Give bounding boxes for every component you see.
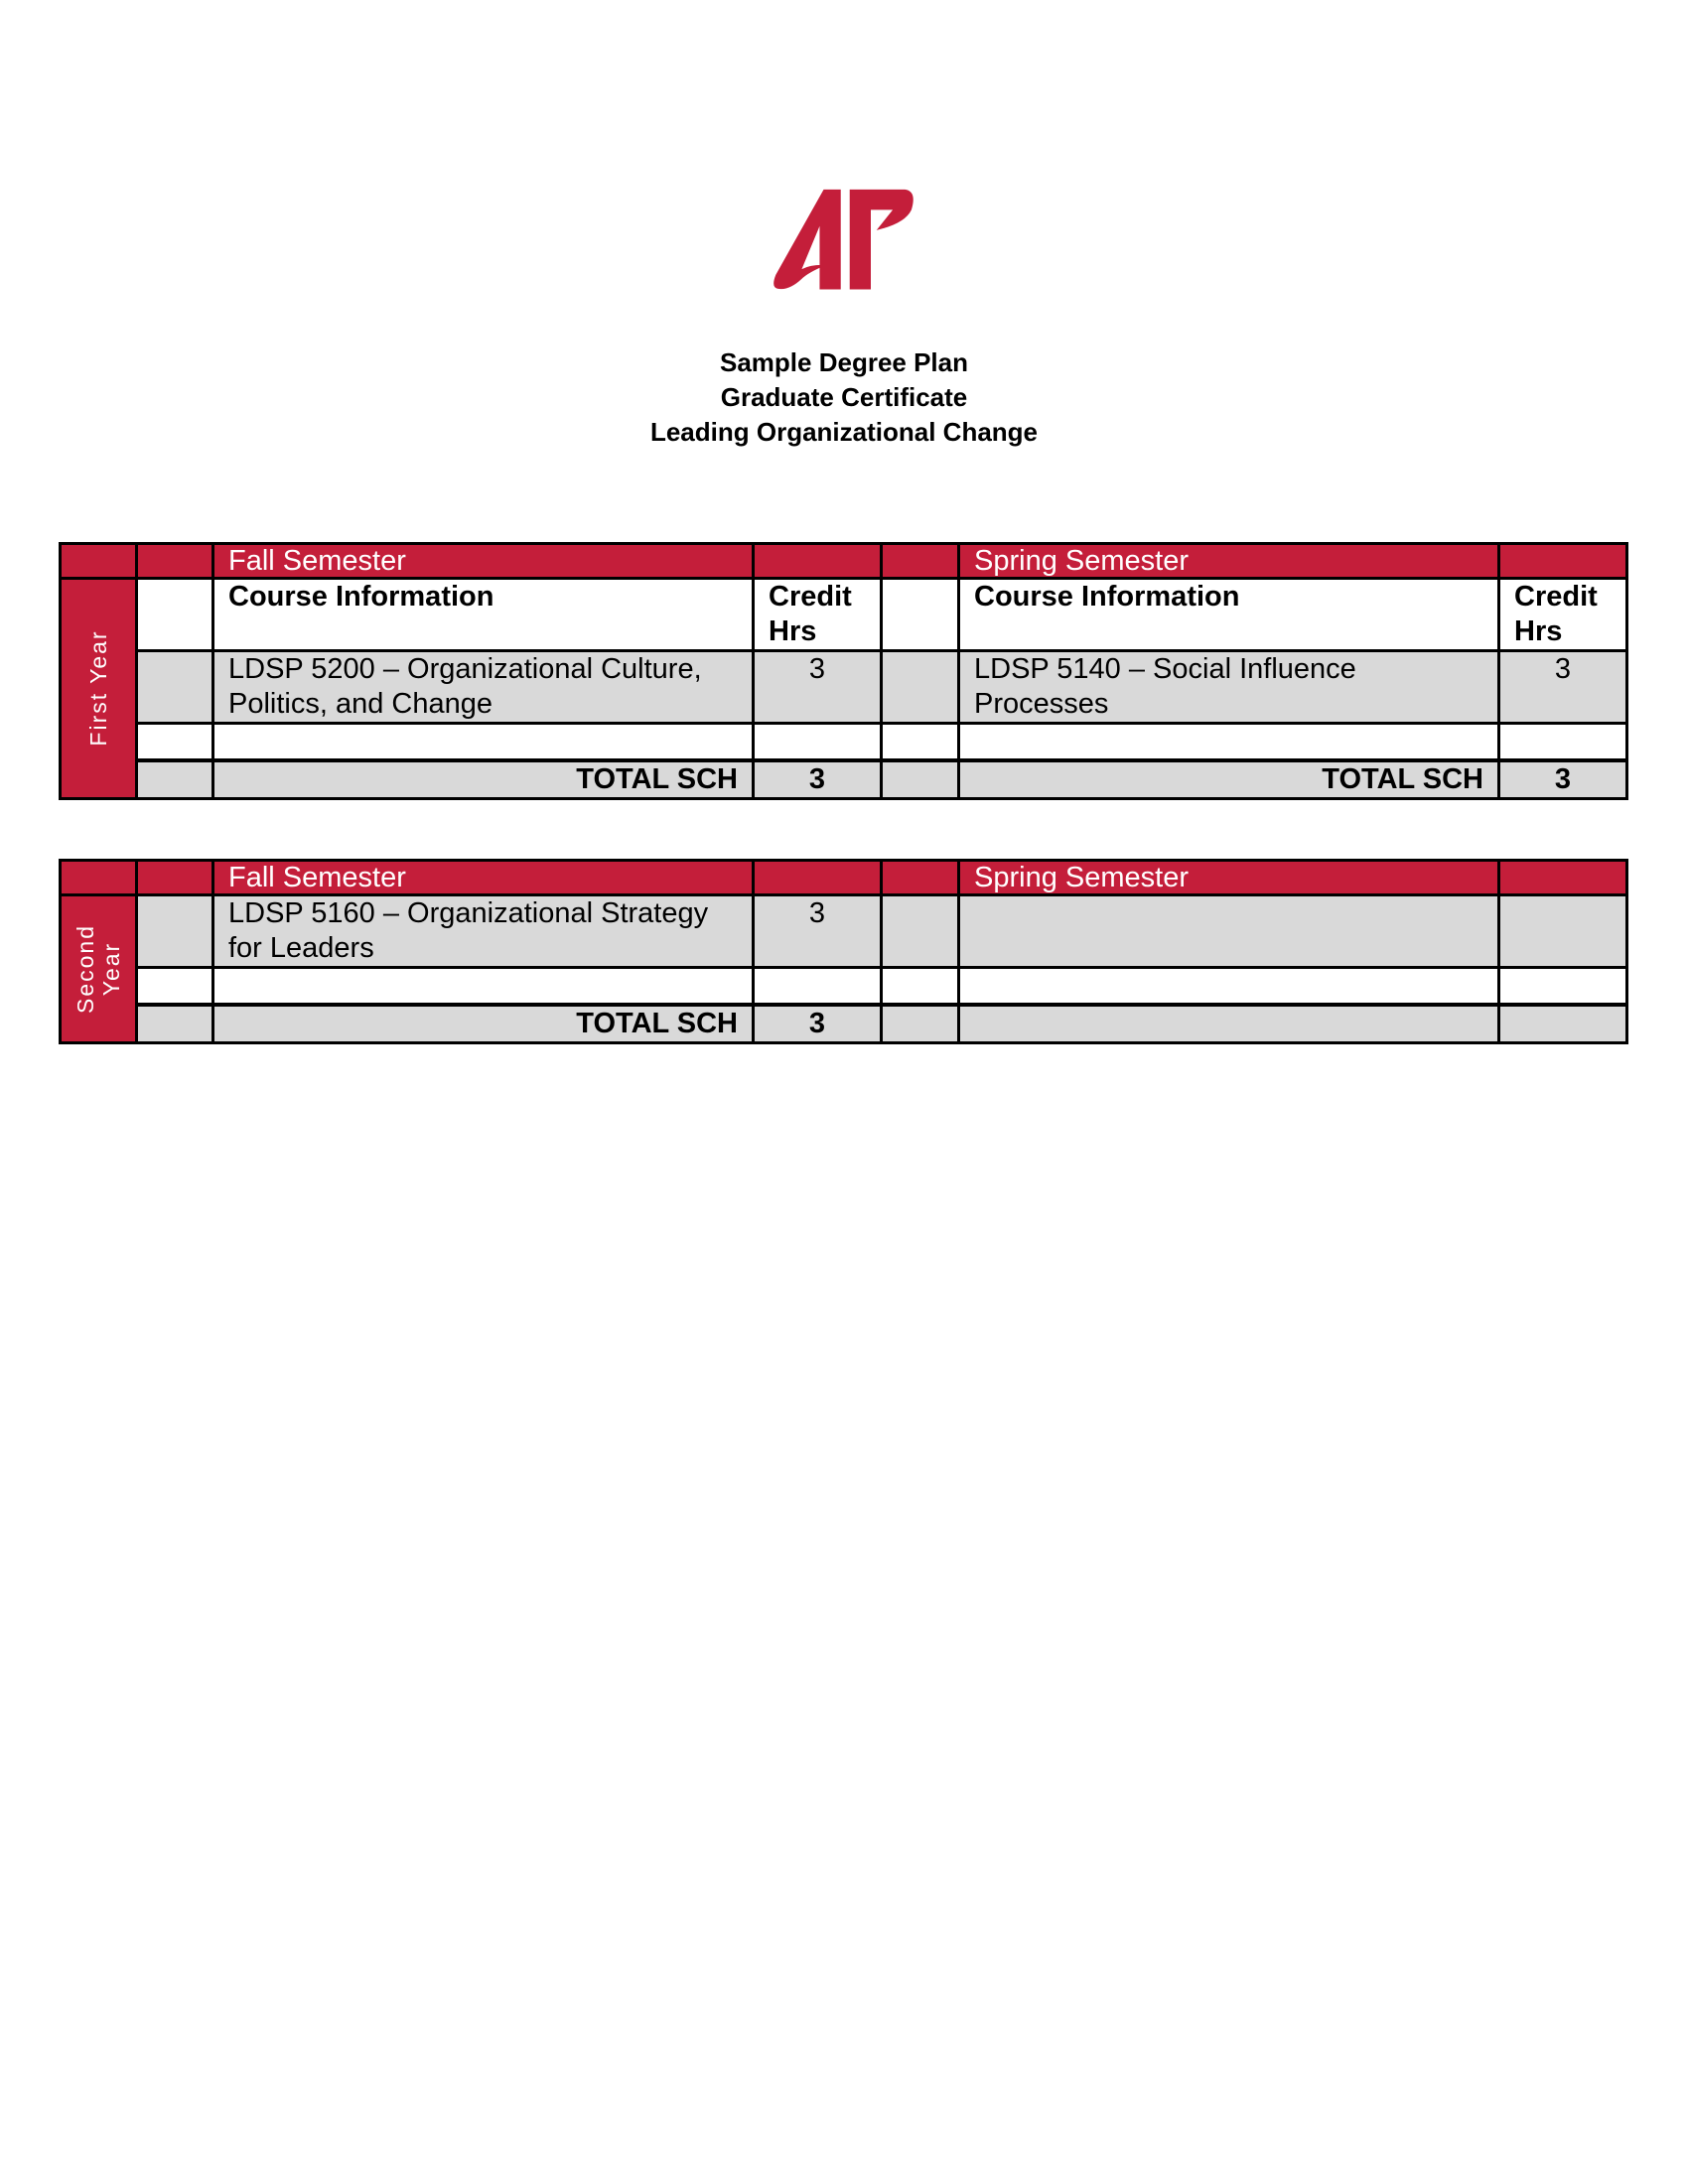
header-blank xyxy=(754,861,882,895)
empty-row xyxy=(61,724,1627,760)
ap-logo xyxy=(755,149,933,328)
year-label-cell xyxy=(61,579,137,799)
header-blank xyxy=(882,861,959,895)
fall-total-label: TOTAL SCH xyxy=(213,760,754,799)
second-year-table xyxy=(59,859,1628,1044)
empty-cell xyxy=(213,724,754,760)
spacer-cell xyxy=(137,651,213,724)
spring-semester-heading: Spring Semester xyxy=(959,544,1499,579)
header-blank xyxy=(1499,861,1627,895)
empty-cell xyxy=(213,968,754,1005)
spacer-cell xyxy=(882,651,959,724)
header-blank xyxy=(754,544,882,579)
course-row xyxy=(61,651,1627,724)
total-row xyxy=(61,760,1627,799)
empty-cell xyxy=(882,724,959,760)
spacer-cell xyxy=(137,579,213,651)
spring-course-credits xyxy=(1499,895,1627,968)
fall-course-name: LDSP 5160 – Organizational Strategy for Leaders xyxy=(213,895,754,968)
spacer-cell xyxy=(882,1005,959,1043)
year-label: First Year xyxy=(85,629,111,747)
header-blank xyxy=(1499,544,1627,579)
fall-course-info-header: Course Information xyxy=(213,579,754,651)
fall-total-value: 3 xyxy=(754,1005,882,1043)
course-row xyxy=(61,895,1627,968)
year-label: Second Year xyxy=(72,923,124,1014)
fall-course-name: LDSP 5200 – Organizational Culture, Politics, and Change xyxy=(213,651,754,724)
title-line-2: Graduate Certificate xyxy=(720,382,968,412)
first-year-table xyxy=(59,542,1628,800)
spring-total-value xyxy=(1499,1005,1627,1043)
spring-total-value: 3 xyxy=(1499,760,1627,799)
spring-course-info-header: Course Information xyxy=(959,579,1499,651)
year-label-cell xyxy=(61,895,137,1043)
column-header-row xyxy=(61,579,1627,651)
spacer-cell xyxy=(882,895,959,968)
spring-total-label: TOTAL SCH xyxy=(959,760,1499,799)
empty-row xyxy=(61,968,1627,1005)
spring-course-name: LDSP 5140 – Social Influence Processes xyxy=(959,651,1499,724)
empty-cell xyxy=(754,968,882,1005)
corner-cell xyxy=(61,861,137,895)
header-blank xyxy=(882,544,959,579)
fall-credit-header: Credit Hrs xyxy=(754,579,882,651)
spring-semester-heading: Spring Semester xyxy=(959,861,1499,895)
empty-cell xyxy=(882,968,959,1005)
fall-semester-heading: Fall Semester xyxy=(213,861,754,895)
fall-course-credits: 3 xyxy=(754,651,882,724)
empty-cell xyxy=(1499,724,1627,760)
semester-header-row xyxy=(61,544,1627,579)
spacer-cell xyxy=(882,579,959,651)
semester-header-row xyxy=(61,861,1627,895)
empty-cell xyxy=(137,724,213,760)
empty-cell xyxy=(959,968,1499,1005)
spacer-cell xyxy=(137,544,213,579)
title-line-1: Sample Degree Plan xyxy=(720,347,968,377)
spacer-cell xyxy=(137,760,213,799)
fall-total-value: 3 xyxy=(754,760,882,799)
empty-cell xyxy=(754,724,882,760)
fall-total-label: TOTAL SCH xyxy=(213,1005,754,1043)
spacer-cell xyxy=(137,895,213,968)
ap-logo-icon xyxy=(755,149,933,328)
corner-cell xyxy=(61,544,137,579)
spring-credit-header: Credit Hrs xyxy=(1499,579,1627,651)
spring-course-name xyxy=(959,895,1499,968)
total-row xyxy=(61,1005,1627,1043)
fall-course-credits: 3 xyxy=(754,895,882,968)
empty-cell xyxy=(137,968,213,1005)
spacer-cell xyxy=(137,861,213,895)
spring-course-credits: 3 xyxy=(1499,651,1627,724)
empty-cell xyxy=(1499,968,1627,1005)
document-title xyxy=(0,345,1688,450)
spacer-cell xyxy=(882,760,959,799)
spring-total-label xyxy=(959,1005,1499,1043)
title-line-3: Leading Organizational Change xyxy=(649,417,1039,447)
spacer-cell xyxy=(137,1005,213,1043)
empty-cell xyxy=(959,724,1499,760)
fall-semester-heading: Fall Semester xyxy=(213,544,754,579)
